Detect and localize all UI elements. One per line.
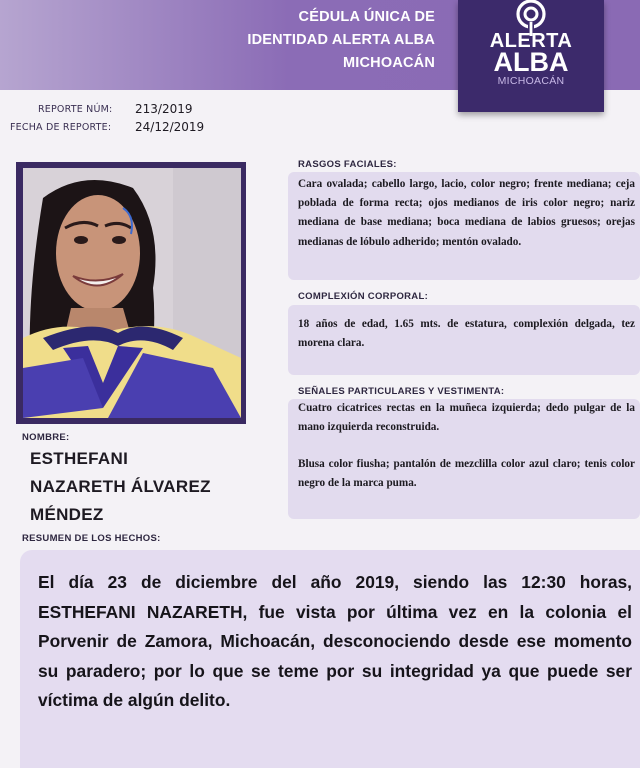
photo-frame	[16, 162, 246, 424]
marks-text: Cuatro cicatrices rectas en la muñeca izquierda; dedo pulgar de la mano izquierda reconstruida.	[298, 402, 635, 434]
clothing-text: Blusa color fiusha; pantalón de mezclilla color azul claro; tenis color negro de la marca puma.	[298, 458, 635, 490]
report-date-label: FECHA DE REPORTE:	[10, 122, 112, 133]
name-line-3: MÉNDEZ	[30, 505, 104, 524]
title-line-1: CÉDULA ÚNICA DE	[298, 9, 435, 25]
document-title	[247, 6, 435, 75]
title-line-2: IDENTIDAD ALERTA ALBA	[247, 32, 435, 48]
facial-features-label: RASGOS FACIALES:	[298, 159, 397, 170]
report-date-value: 24/12/2019	[135, 120, 205, 134]
name-line-2: NAZARETH ÁLVAREZ	[30, 477, 211, 496]
logo-word-alba: ALBA	[493, 47, 569, 77]
summary-text: El día 23 de diciembre del año 2019, siendo las 12:30 horas, ESTHEFANI NAZARETH, fue vista por última vez en la colonia el Porvenir de Zamora, Michoacán, desconociendo desde ese momento su paradero; por lo que se teme por su integridad ya que puede ser víctima de algún delito.	[38, 572, 632, 711]
report-number-value: 213/2019	[135, 102, 193, 116]
person-photo	[23, 168, 241, 418]
title-line-3: MICHOACÁN	[342, 55, 435, 71]
person-photo-illustration	[23, 168, 241, 418]
facial-features-text: Cara ovalada; cabello largo, lacio, color negro; frente mediana; ceja poblada de forma recta; ojos medianos de iris color negro; nariz mediana de base mediana; boca mediana de labios gruesos; orejas medianas de lóbulo adherido; mentón ovalado.	[298, 178, 635, 248]
body-build-label: COMPLEXIÓN CORPORAL:	[298, 291, 429, 302]
alerta-alba-logo	[458, 0, 604, 112]
logo-subtitle: MICHOACÁN	[497, 75, 565, 87]
logo-word-alerta: ALERTA	[489, 30, 573, 52]
body-build-text: 18 años de edad, 1.65 mts. de estatura, complexión delgada, tez morena clara.	[298, 318, 635, 350]
name-line-1: ESTHEFANI	[30, 449, 129, 468]
report-number-label: REPORTE NÚM:	[38, 104, 113, 115]
summary-label: RESUMEN DE LOS HECHOS:	[22, 533, 161, 544]
name-label: NOMBRE:	[22, 432, 70, 443]
marks-label: SEÑALES PARTICULARES Y VESTIMENTA:	[298, 386, 505, 397]
